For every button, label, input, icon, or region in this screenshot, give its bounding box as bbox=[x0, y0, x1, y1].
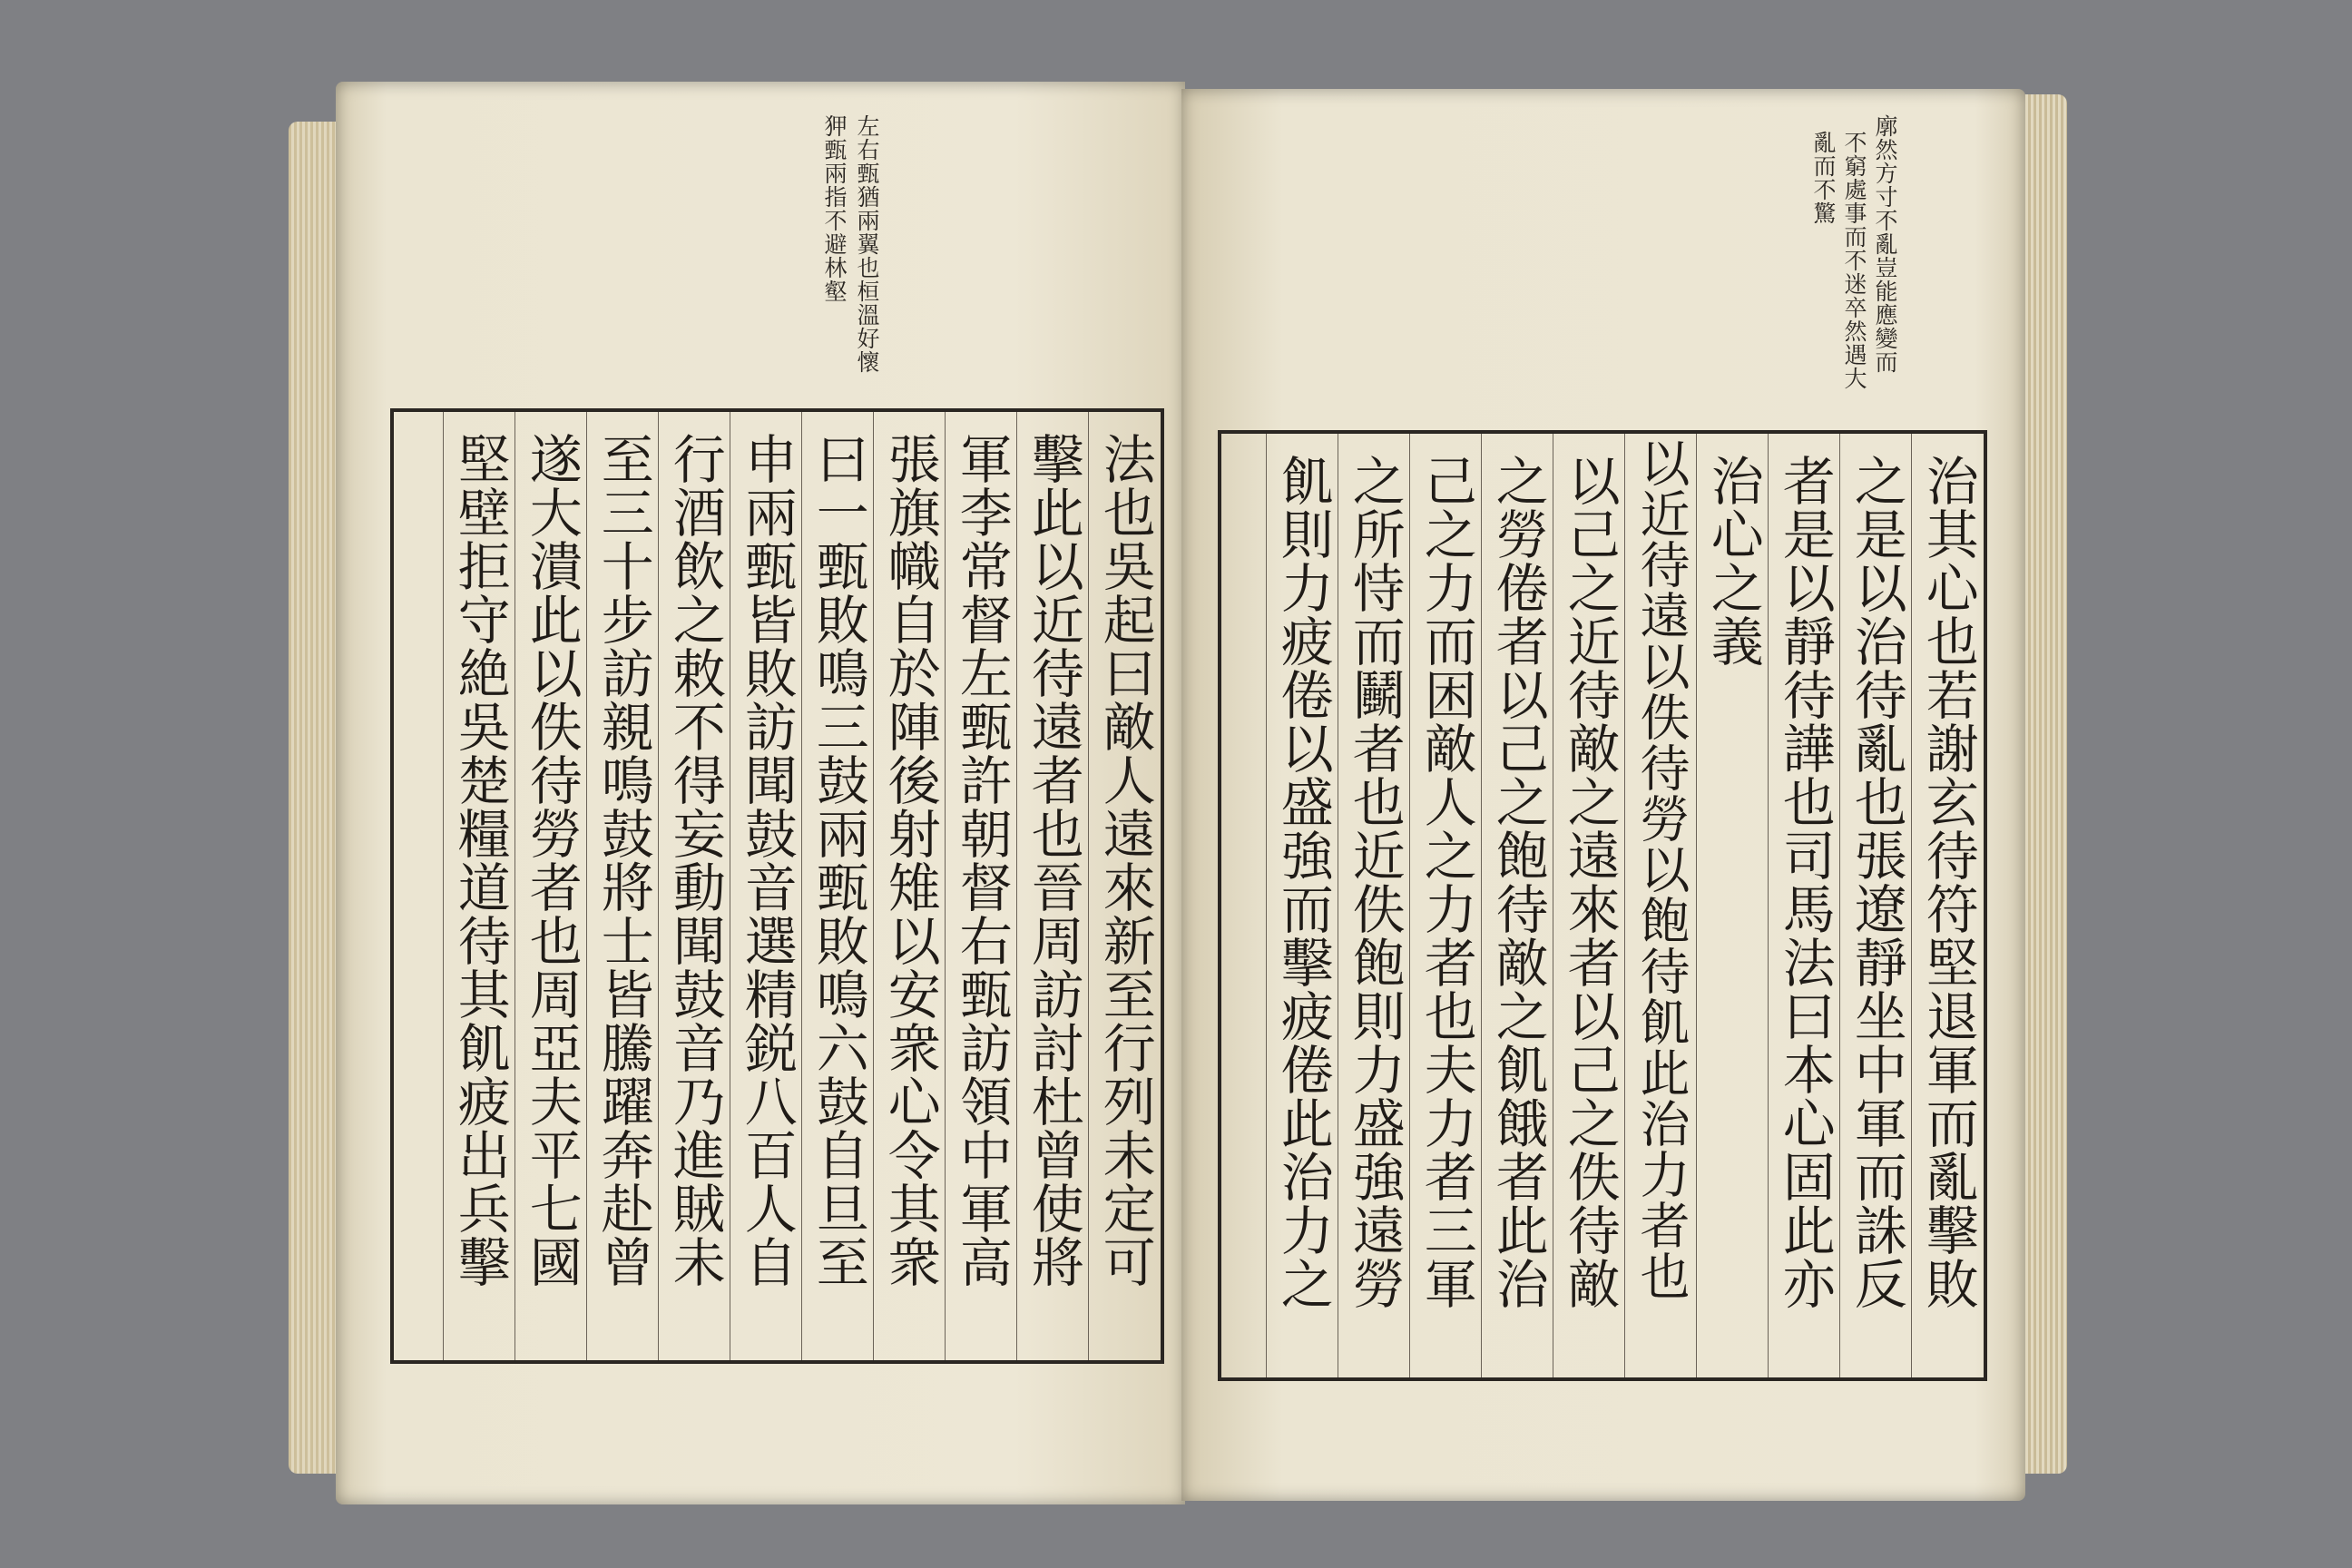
left-page-edges bbox=[289, 122, 343, 1474]
left-column-8: 至三十步訪親鳴鼓將士皆騰躍奔赴曾 bbox=[586, 412, 659, 1360]
left-column-5: 曰一甄敗鳴三鼓兩甄敗鳴六鼓自旦至 bbox=[801, 412, 874, 1360]
left-marginal-note-2: 狎甄兩指不避林壑 bbox=[821, 114, 848, 303]
right-marginal-note-1: 廓然方寸不亂豈能應變而 bbox=[1872, 114, 1898, 374]
right-text-frame bbox=[1218, 430, 1987, 1381]
right-column-1: 治其心也若謝玄待符堅退軍而亂擊敗 bbox=[1911, 434, 1984, 1377]
right-column-3: 者是以靜待譁也司馬法曰本心固此亦 bbox=[1768, 434, 1840, 1377]
left-column-9: 遂大潰此以佚待勞者也周亞夫平七國 bbox=[514, 412, 587, 1360]
left-column-7: 行酒飲之敕不得妄動聞鼓音乃進賊未 bbox=[658, 412, 730, 1360]
left-page bbox=[336, 82, 1185, 1504]
right-marginal-note-2: 不窮處事而不迷卒然遇大 bbox=[1841, 131, 1867, 390]
left-column-2: 擊此以近待遠者也晉周訪討杜曾使將 bbox=[1016, 412, 1089, 1360]
right-column-5: 以近待遠以佚待勞以飽待飢此治力者也 bbox=[1624, 434, 1697, 1377]
left-column-1: 法也吳起曰敵人遠來新至行列未定可 bbox=[1088, 412, 1161, 1360]
right-column-8: 己之力而困敵人之力者也夫力者三軍 bbox=[1409, 434, 1482, 1377]
right-column-7: 之勞倦者以己之飽待敵之飢餓者此治 bbox=[1481, 434, 1553, 1377]
left-column-3: 軍李常督左甄許朝督右甄訪領中軍高 bbox=[945, 412, 1017, 1360]
left-marginal-note-1: 左右甄猶兩翼也桓溫好懷 bbox=[854, 114, 880, 374]
right-marginal-note-3: 亂而不驚 bbox=[1810, 131, 1837, 225]
left-column-4: 張旗幟自於陣後射雉以安衆心令其衆 bbox=[873, 412, 946, 1360]
left-column-10: 堅壁拒守絶吳楚糧道待其飢疲出兵擊 bbox=[443, 412, 515, 1360]
left-column-6: 申兩甄皆敗訪聞鼓音選精鋭八百人自 bbox=[730, 412, 802, 1360]
right-column-4: 治心之義 bbox=[1696, 434, 1769, 1377]
open-book bbox=[289, 76, 2067, 1519]
right-column-9: 之所恃而鬭者也近佚飽則力盛強遠勞 bbox=[1338, 434, 1410, 1377]
right-page bbox=[1181, 89, 2025, 1501]
left-text-frame bbox=[390, 408, 1164, 1364]
right-column-10: 飢則力疲倦以盛強而擊疲倦此治力之 bbox=[1266, 434, 1338, 1377]
right-column-2: 之是以治待亂也張遼靜坐中軍而誅反 bbox=[1839, 434, 1912, 1377]
right-column-6: 以己之近待敵之遠來者以己之佚待敵 bbox=[1553, 434, 1625, 1377]
